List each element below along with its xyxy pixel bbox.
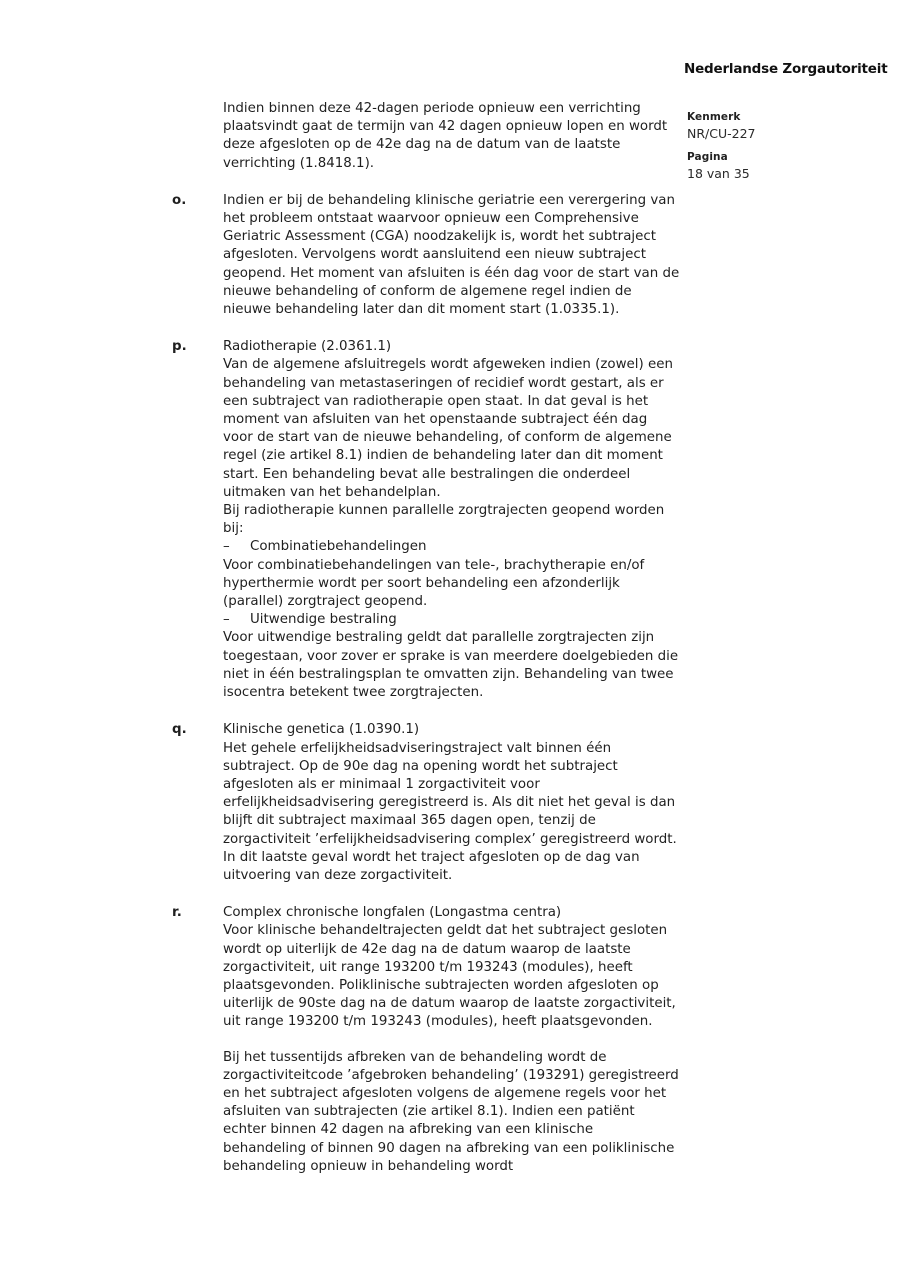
bullet-line — [223, 611, 680, 629]
paragraph-text: Voor uitwendige bestraling geldt dat parallelle zorgtrajecten zijn toegestaan, voor zover er sprake is van meerdere doelgebieden die niet in één bestralingsplan te omvatten zijn. Behandeling van twee isocentra betekent twee zorgtrajecten. — [223, 630, 679, 701]
paragraph-text: Het gehele erfelijkheidsadviseringstraject valt binnen één subtraject. Op de 90e dag na opening wordt het subtraject afgesloten als er minimaal 1 zorgactiviteit voor erfelijkheidsadvisering geregistreerd is. Als dit niet het geval is dan blijft dit subtraject maximaal 365 dagen open, tenzij de zorgactiviteit ’erfelijkheidsadvisering complex’ geregistreerd wordt. In dit laatste geval wordt het traject afgesloten op de dag van uitvoering van deze zorgactiviteit. — [223, 740, 677, 883]
item-letter: q. — [172, 722, 187, 738]
paragraph-text: Radiotherapie (2.0361.1) — [223, 339, 392, 355]
page-meta — [687, 111, 857, 191]
paragraph-text: Voor klinische behandeltrajecten geldt dat het subtraject gesloten wordt op uiterlijk de 42e dag na de datum waarop de laatste zorgactiviteit, uit range 193200 t/m 193243 (modules), heeft plaatsgevonden. Poliklinische subtrajecten worden afgesloten op uiterlijk de 90ste dag na de datum waarop de laatste zorgactiviteit, uit range 193200 t/m 193243 (modules), heeft plaatsgevonden. — [223, 923, 676, 1030]
paragraph-text: Bij het tussentijds afbreken van de behandeling wordt de zorgactiviteitcode ’afgebroken behandeling’ (193291) geregistreerd en het subtraject afgesloten volgens de algemene regels voor het afsluiten van subtrajecten (zie artikel 8.1). Indien een patiënt echter binnen 42 dagen na afbreking van een klinische behandeling of binnen 90 dagen na afbreking van een poliklinische behandeling opnieuw in behandeling wordt — [223, 1049, 679, 1174]
paragraph-text: Indien er bij de behandeling klinische geriatrie een verergering van het probleem ontstaat waarvoor opnieuw een Comprehensive Geriatric Assessment (CGA) noodzakelijk is, wordt het subtraject afgesloten. Vervolgens wordt aansluitend een nieuw subtraject geopend. Het moment van afsluiten is één dag voor de start van de nieuwe behandeling of conform de algemene regel indien de nieuwe behandeling later dan dit moment start (1.0335.1). — [223, 192, 680, 318]
org-brand: Nederlandse Zorgautoriteit — [684, 61, 888, 77]
paragraph-text: Complex chronische longfalen (Longastma centra) — [223, 905, 562, 921]
dash-icon: – — [223, 539, 230, 555]
item-body — [223, 192, 680, 319]
paragraph-text: Van de algemene afsluitregels wordt afgeweken indien (zowel) een behandeling van metastaseringen of recidief wordt gestart, als er een subtraject van radiotherapie open staat. In dat geval is het moment van afsluiten van het openstaande subtraject één dag voor de start van de nieuwe behandeling, of conform de algemene regel (zie artikel 8.1) indien de behandeling later dan dit moment start. Een behandeling bevat alle bestralingen die onderdeel uitmaken van het behandelplan. — [223, 357, 673, 500]
content-item-p — [172, 338, 680, 702]
paragraph-text: Voor combinatiebehandelingen van tele-, brachytherapie en/of hyperthermie wordt per soort behandeling een afzonderlijk (parallel) zorgtraject geopend. — [223, 557, 645, 610]
dash-icon: – — [223, 612, 230, 628]
item-letter: r. — [172, 905, 182, 921]
document-content — [172, 100, 680, 1195]
bullet-label: Uitwendige bestraling — [250, 612, 397, 628]
meta-value-pagina: 18 van 35 — [687, 166, 750, 181]
item-letter: p. — [172, 339, 187, 355]
meta-value-kenmerk: NR/CU-227 — [687, 126, 756, 141]
paragraph-text: Klinische genetica (1.0390.1) — [223, 722, 420, 738]
bullet-line — [223, 538, 680, 556]
item-letter: o. — [172, 192, 187, 208]
item-body — [223, 721, 680, 885]
paragraph-text: Indien binnen deze 42-dagen periode opnieuw een verrichting plaatsvindt gaat de termijn van 42 dagen opnieuw lopen en wordt deze afgesloten op de 42e dag na de datum van de laatste verrichting (1.8418.1). — [223, 101, 668, 171]
content-item-intro — [172, 100, 680, 173]
bullet-label: Combinatiebehandelingen — [250, 539, 427, 555]
paragraph-text: Bij radiotherapie kunnen parallelle zorgtrajecten geopend worden bij: — [223, 503, 665, 537]
meta-label-pagina: Pagina — [687, 151, 728, 163]
item-body — [223, 100, 680, 173]
paragraph-gap — [223, 1032, 680, 1049]
item-letter — [172, 100, 223, 173]
content-item-r — [172, 904, 680, 1176]
content-item-o — [172, 192, 680, 319]
content-item-q — [172, 721, 680, 885]
item-body — [223, 338, 680, 702]
meta-label-kenmerk: Kenmerk — [687, 111, 741, 123]
item-body — [223, 904, 680, 1176]
